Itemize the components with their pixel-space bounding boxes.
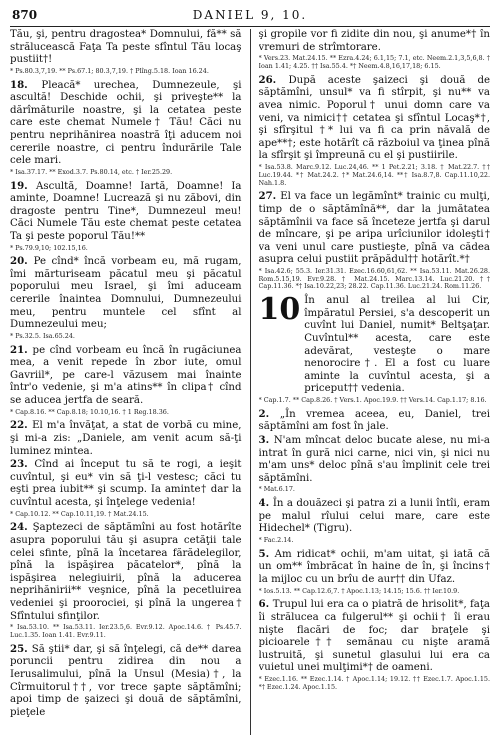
cross-reference-note: * Cap.10.12. ** Cap.10.11,19. † Mat.24.15.	[10, 509, 149, 518]
chapter-number: 10	[258, 292, 301, 328]
chapter-start	[258, 292, 491, 396]
verse	[10, 79, 242, 168]
column-divider	[250, 29, 251, 735]
cross-reference-note: * Cap.1.7. ** Cap.8.26. † Vers.1. Apoc.19.9. †† Vers.14. Cap.1.17; 8.16.	[258, 396, 487, 405]
verse-number: 6.	[258, 598, 273, 611]
verse	[259, 74, 491, 163]
cross-reference-note: * Ps.32.5. Isa.65.24.	[10, 331, 75, 340]
page-header	[10, 6, 490, 27]
cross-reference-note: * Ezec.1.16. ** Ezec.1.14. † Apoc.1.14; 19.12. †† Ezec.1.7. Apoc.1.15. *† Ezec.1.24. Apoc.1.15.	[258, 674, 490, 691]
verse	[10, 521, 242, 623]
verse	[10, 180, 242, 244]
left-column	[10, 29, 242, 735]
verse	[259, 190, 491, 267]
verse-number: 19.	[10, 179, 37, 192]
verse-text: şi gropile vor fi zidite din nou, şi anume*† în vremuri de strîmtorare.	[258, 29, 490, 53]
verse-text: După aceste şaizeci şi două de săptămîni, unsul* va fi stîrpit, şi nu** va avea nimic. Poporul† unui domn care va veni, va nimici†† cetatea şi sfîntul Locaş*†, şi sfîrşitul †* lui va fi ca prin năvală de ape**†; este hotărît că războiul va ţinea pînă la sfîrşit şi împreună cu el şi pustiirile.	[258, 74, 490, 162]
verse-text: Am ridicat* ochii, m'am uitat, şi iată că un om** îmbrăcat în haine de în, şi încins† la mijloc cu un brîu de aur†† din Ufaz.	[258, 548, 490, 585]
cross-reference-note: * Isa.53.10. ** Isa.53.11. Ier.23.5,6. Evr.9.12. Apoc.14.6. † Ps.45.7. Luc.1.35. Ioan 1.41. Evr.9.11.	[10, 623, 242, 639]
verse-text: Şaptezeci de săptămîni au fost hotărîte asupra poporului tău şi asupra cetăţii tale celei sfinte, pînă la încetarea fărădelegilor, pînă la ispăşirea păcatelor*, pînă la ispăşirea nelegiuirii, pînă la aducerea neprihănirii** veşnice, pînă la pecetluirea vedeniei şi proorociei, şi pînă la ungerea† Sfîntului sfinţilor.	[10, 522, 242, 622]
verse-text: El m'a învăţat, a stat de vorbă cu mine, şi mi-a zis: „Daniele, am venit acum să-ţi luminez mintea.	[10, 420, 242, 457]
verse-number: 22.	[10, 419, 33, 432]
verse	[259, 548, 491, 587]
cross-reference-note: * Ps.79.9,10; 102.15,16.	[10, 243, 88, 252]
verse	[259, 497, 491, 536]
page-number: 870	[12, 8, 38, 22]
right-column	[259, 29, 491, 735]
verse	[10, 344, 242, 408]
verse-number: 2.	[258, 407, 280, 420]
running-title: DANIEL 9, 10.	[192, 8, 308, 22]
verse-text: „În vremea aceea, eu, Daniel, trei săptămîni am fost în jale.	[258, 408, 490, 433]
cross-reference-note: * Vers.23. Mat.24.15. ** Ezra.4.24; 6.1,15; 7.1, etc. Neem.2.1,3,5,6,8. † Ioan 1.41; 4.25. †† Isa.55.4. *† Neem.4.8,16,17,18; 6.15.	[258, 54, 490, 70]
verse-number: 27.	[258, 190, 281, 203]
verse	[259, 408, 491, 434]
verse-text: El va face un legămînt* trainic cu mulţi, timp de o săptămînă**, dar la jumătatea săptămînii va face să înceteze jertfa şi darul de mîncare, şi pe aripa urîciunilor idoleşti† va veni unul care pustieşte, pînă va cădea asupra celui pustiit prăpădul†† hotărît.*†	[258, 191, 490, 266]
verse-text: În a douăzeci şi patra zi a lunii întîi, eram pe malul rîului celui mare, care este Hidechel* (Tigru).	[258, 498, 490, 535]
verse	[259, 29, 491, 54]
cross-reference-note: * Cap.8.16. ** Cap.8.18; 10.10,16. † 1 Reg.18.36.	[10, 407, 169, 416]
verse-text: Cînd ai început tu să te rogi, a ieşit cuvîntul, şi eu* vin să ţi-l vestesc; căci tu eşti prea iubit** şi scump. Ia aminte† dar la cuvîntul acesta, şi înţelege vedenia!	[10, 459, 242, 508]
verse-number: 21.	[10, 343, 33, 356]
verse-text: Trupul lui era ca o piatră de hrisolit*, faţa îi strălucea ca fulgerul** şi ochii† îi erau nişte flacări de foc; dar braţele şi picioarele†† semănau cu nişte aramă lustruită, şi sunetul glasului lui era ca vuietul unei mulţimi*† de oameni.	[258, 599, 490, 674]
verse-text: Pe cînd* încă vorbeam eu, mă rugam, îmi mărturiseam păcatul meu şi păcatul poporului meu Israel, şi îmi aduceam cererile înaintea Domnului, Dumnezeului meu, pentru muntele cel sfînt al Dumnezeului meu;	[10, 256, 242, 331]
cross-reference-note: * Mat.6.17.	[258, 485, 295, 494]
verse-number: 20.	[10, 255, 34, 268]
cross-reference-note: * Isa.37.17. ** Exod.3.7. Ps.80.14, etc. † Ier.25.29.	[10, 167, 173, 176]
verse	[259, 434, 491, 485]
verse	[10, 458, 242, 509]
verse	[259, 598, 491, 675]
verse-number: 24.	[10, 521, 33, 534]
cross-reference-note: * Isa.42.6; 55.3. Ier.31.31. Ezec.16.60,61,62. ** Isa.53.11. Mat.26.28. Rom.5.15,19. Evr.9.28. † Mat.24.15. Marc.13.14. Luc.21.20. †† Cap.11.36. *† Isa.10.22,23; 28.22. Cap.11.36. Luc.21.24. Rom.11.26.	[258, 266, 490, 291]
verse-text: Tău, şi, pentru dragostea* Domnului, fă** să strălucească Faţa Ta peste sfîntul Tău locaş pustiit†!	[10, 29, 242, 66]
verse	[10, 255, 242, 332]
verse	[10, 419, 242, 458]
verse	[10, 29, 242, 67]
verse-text: Pleacă* urechea, Dumnezeule, şi ascultă! Deschide ochii, şi priveşte** la dărîmăturile noastre, şi la cetatea peste care este chemat Numele† Tău! Căci nu pentru neprihănirea noastră îţi aducem noi cererile noastre, ci pentru îndurările Tale cele mari.	[10, 79, 242, 167]
cross-reference-note: * Ios.5.13. ** Cap.12.6,7. † Apoc.1.13; 14.15; 15.6. †† Ier.10.9.	[258, 586, 460, 595]
verse-text: N'am mîncat deloc bucate alese, nu mi-a intrat în gură nici carne, nici vin, şi nici nu m'am uns* deloc pînă s'au împlinit cele trei săptămîni.	[258, 435, 490, 484]
verse-number: 4.	[258, 497, 273, 510]
verse-text: În anul al treilea al lui Cir, împăratul Persiei, s'a descoperit un cuvînt lui Daniel, numit* Beltşaţar. Cuvîntul** acesta, care este adevărat, vesteşte o mare nenorocire†. El a fost cu luare aminte la cuvîntul acesta, şi a priceput†† vedenia.	[304, 295, 490, 395]
verse-number: 23.	[10, 458, 35, 471]
verse-text: Ascultă, Doamne! Iartă, Doamne! Ia aminte, Doamne! Lucrează şi nu zăbovi, din dragoste pentru Tine*, Dumnezeul meu! Căci Numele Tău este chemat peste cetatea Ta şi peste poporul Tău!**	[10, 180, 242, 242]
cross-reference-note: * Fac.2.14.	[258, 535, 294, 544]
cross-reference-note: * Ps.80.3,7,19. ** Ps.67.1; 80.3,7,19. † Plîng.5.18. Ioan 16.24.	[10, 66, 209, 75]
verse-text: Să ştii* dar, şi să înţelegi, că de** darea poruncii pentru zidirea din nou a Ierusalimului, pînă la Unsul (Mesia)†, la Cîrmuitorul††, vor trece şapte săptămîni; apoi timp de şaizeci şi două de săptămîni, pieţele	[10, 643, 242, 718]
verse-number: 3.	[258, 434, 274, 447]
verse-number: 26.	[258, 73, 289, 86]
verse-number: 25.	[10, 642, 32, 655]
cross-reference-note: * Isa.53.8. Marc.9.12. Luc.24,46. ** 1 Pet.2.21; 3.18. † Mat.22.7. †† Luc.19.44. *† Mat.24.2. †* Mat.24.6,14. **† Isa.8.7,8. Cap.11.10,22. Nah.1.8.	[258, 162, 490, 187]
verse-number: 18.	[10, 78, 42, 91]
verse-number: 5.	[258, 547, 275, 560]
two-column-body	[10, 29, 490, 735]
verse	[10, 643, 242, 720]
verse-text: pe cînd vorbeam eu încă în rugăciunea mea, a venit repede în zbor iute, omul Gavriil*, pe care-l văzusem mai înainte într'o vedenie, şi m'a atins** în clipa† cînd se aducea jertfa de seară.	[10, 344, 242, 407]
